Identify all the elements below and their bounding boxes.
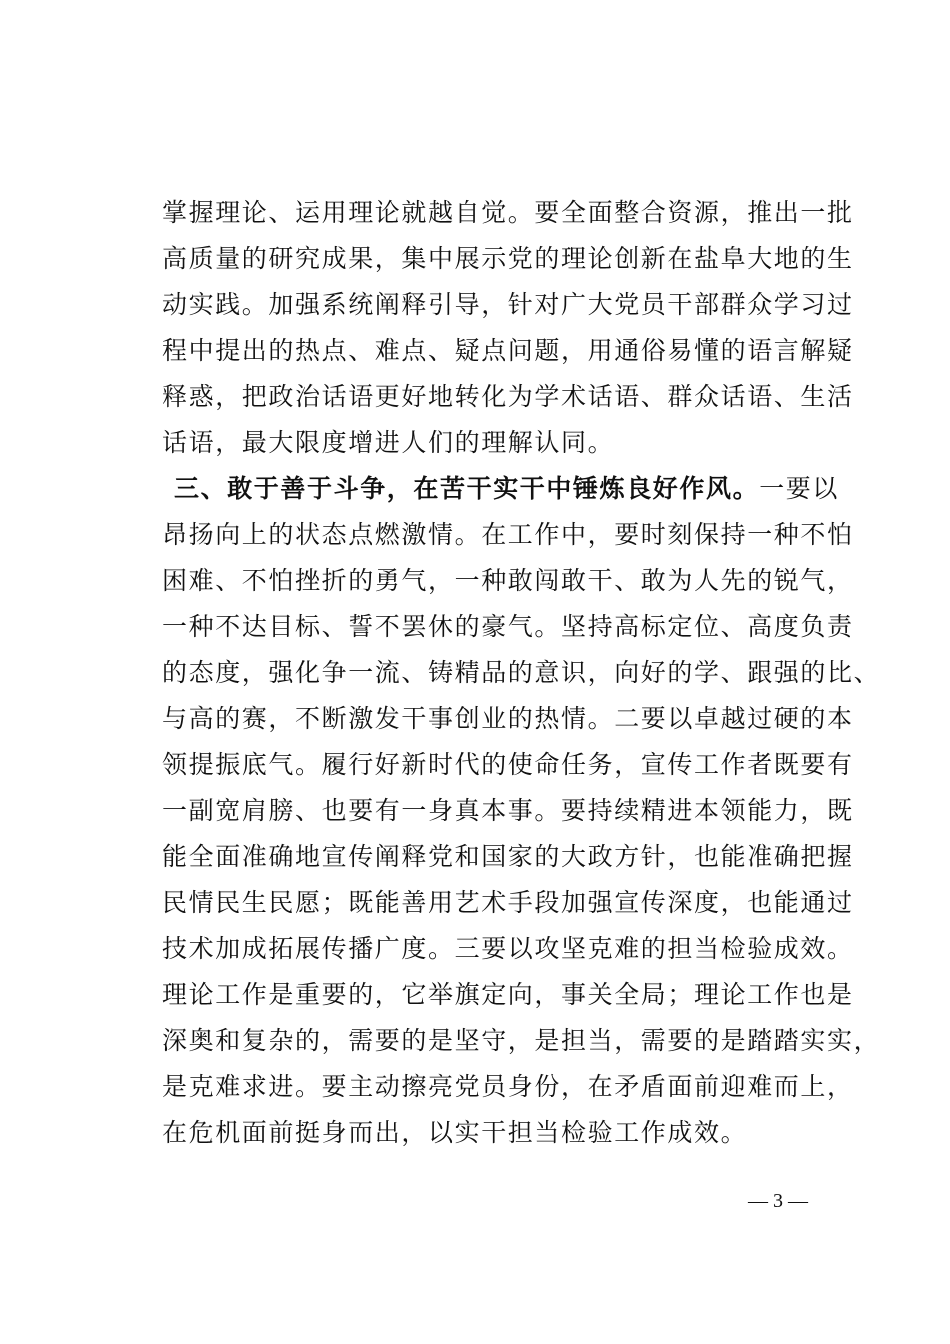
text-line: 在危机面前挺身而出，以实干担当检验工作成效。 — [162, 1118, 748, 1147]
text-line: 一种不达目标、誓不罢休的豪气。坚持高标定位、高度负责 — [162, 612, 854, 641]
text-line: 与高的赛，不断激发干事创业的热情。二要以卓越过硬的本 — [162, 704, 854, 733]
text-line: 理论工作是重要的，它举旗定向，事关全局；理论工作也是 — [162, 980, 854, 1009]
text-line: 是克难求进。要主动擦亮党员身份，在矛盾面前迎难而上， — [162, 1072, 854, 1101]
section-heading: 三、敢于善于斗争，在苦干实干中锤炼良好作风。 — [174, 474, 760, 503]
text-line: 高质量的研究成果，集中展示党的理论创新在盐阜大地的生 — [162, 244, 854, 273]
page-number: — 3 — — [748, 1190, 808, 1212]
text-line: 昂扬向上的状态点燃激情。在工作中，要时刻保持一种不怕 — [162, 520, 854, 549]
text-line: 领提振底气。履行好新时代的使命任务，宣传工作者既要有 — [162, 750, 854, 779]
text-line: 民情民生民愿；既能善用艺术手段加强宣传深度，也能通过 — [162, 888, 854, 917]
text-line: 的态度，强化争一流、铸精品的意识，向好的学、跟强的比、 — [162, 658, 881, 687]
text-line: 能全面准确地宣传阐释党和国家的大政方针，也能准确把握 — [162, 842, 854, 871]
text-line: 程中提出的热点、难点、疑点问题，用通俗易懂的语言解疑 — [162, 336, 854, 365]
text-line: 技术加成拓展传播广度。三要以攻坚克难的担当检验成效。 — [162, 934, 854, 963]
section-heading-tail: 一要以 — [759, 474, 840, 503]
text-line: 动实践。加强系统阐释引导，针对广大党员干部群众学习过 — [162, 290, 854, 319]
text-line: 深奥和复杂的，需要的是坚守，是担当，需要的是踏踏实实， — [162, 1026, 881, 1055]
text-line: 掌握理论、运用理论就越自觉。要全面整合资源，推出一批 — [162, 198, 854, 227]
text-line: 一副宽肩膀、也要有一身真本事。要持续精进本领能力，既 — [162, 796, 854, 825]
section-heading-line — [162, 466, 862, 512]
document-body — [162, 190, 881, 1156]
text-line: 释惑，把政治话语更好地转化为学术话语、群众话语、生活 — [162, 382, 854, 411]
text-line: 困难、不怕挫折的勇气，一种敢闯敢干、敢为人先的锐气， — [162, 566, 854, 595]
text-line: 话语，最大限度增进人们的理解认同。 — [162, 428, 615, 457]
